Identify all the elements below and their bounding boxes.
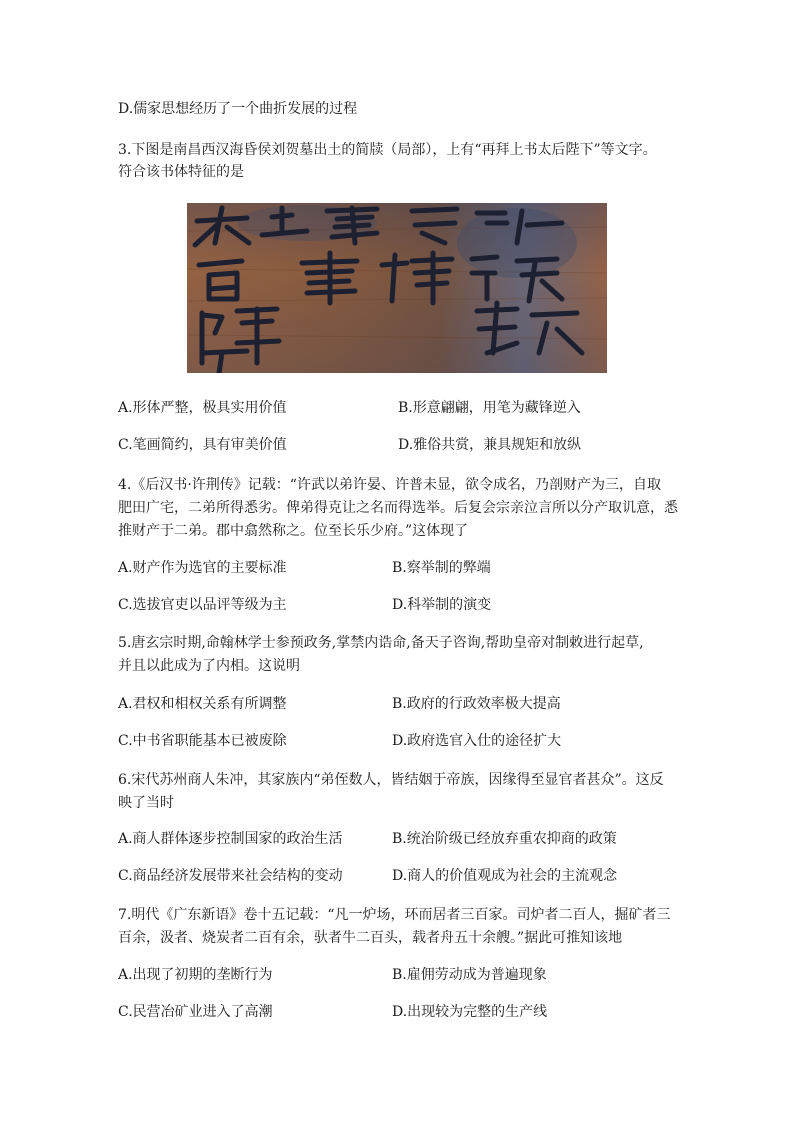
- q7-option-a: A.出现了初期的垄断行为: [118, 967, 273, 983]
- q6-option-c: C.商品经济发展带来社会结构的变动: [118, 868, 343, 884]
- q3-stem-line2: 符合该书体特征的是: [118, 164, 244, 180]
- q5-option-c: C.中书省职能基本已被废除: [118, 733, 287, 749]
- q4-option-b: B.察举制的弊端: [392, 560, 491, 576]
- q6-stem-line2: 映了当时: [118, 795, 174, 811]
- q5-option-a: A.君权和相权关系有所调整: [118, 696, 287, 712]
- q4-option-a: A.财产作为选官的主要标准: [118, 560, 287, 576]
- bamboo-slip-image: [187, 203, 607, 373]
- q7-option-b: B.雇佣劳动成为普遍现象: [392, 967, 547, 983]
- q7-option-d: D.出现较为完整的生产线: [392, 1004, 548, 1020]
- q3-option-a: A.形体严整，极具实用价值: [118, 400, 287, 416]
- q4-stem-line3: 推财产于二弟。郡中翕然称之。位至长乐少府。”这体现了: [118, 523, 469, 539]
- q3-option-d: D.雅俗共赏，兼具规矩和放纵: [398, 437, 582, 453]
- q4-option-c: C.选拔官吏以品评等级为主: [118, 597, 287, 613]
- q4-option-d: D.科举制的演变: [392, 597, 492, 613]
- q7-option-c: C.民营冶矿业进入了高潮: [118, 1004, 273, 1020]
- q5-stem-line1: 5.唐玄宗时期,命翰林学士参预政务,掌禁内诰命,备天子咨询,帮助皇帝对制敕进行起草,: [118, 635, 644, 651]
- q4-stem-line2: 肥田广宅，二弟所得悉劣。俾弟得克让之名而得选举。后复会宗亲泣言所以分产取讥意，悉: [118, 500, 678, 516]
- q7-stem-line2: 百余，汲者、烧炭者二百有余，驮者牛二百头，载者舟五十余艘。”据此可推知该地: [118, 930, 623, 946]
- q5-option-d: D.政府选官入仕的途径扩大: [392, 733, 562, 749]
- q2-option-d: D.儒家思想经历了一个曲折发展的过程: [118, 101, 358, 117]
- q3-stem-line1: 3.下图是南昌西汉海昏侯刘贺墓出土的简牍（局部），上有“再拜上书太后陛下”等文字。: [118, 142, 657, 158]
- q6-option-b: B.统治阶级已经放弃重农抑商的政策: [392, 831, 617, 847]
- q6-option-a: A.商人群体逐步控制国家的政治生活: [118, 831, 343, 847]
- q3-option-b: B.形意翩翩，用笔为藏锋逆入: [398, 400, 581, 416]
- q6-stem-line1: 6.宋代苏州商人朱冲，其家族内“弟侄数人，皆结姻于帝族，因缘得至显官者甚众”。这反: [118, 772, 664, 788]
- q4-stem-line1: 4.《后汉书·许荆传》记载：“许武以弟许晏、许普未显，欲令成名，乃剖财产为三，自取: [118, 477, 661, 493]
- q6-option-d: D.商人的价值观成为社会的主流观念: [392, 868, 618, 884]
- q5-stem-line2: 并且以此成为了内相。这说明: [118, 658, 300, 674]
- q3-option-c: C.笔画简约，具有审美价值: [118, 437, 287, 453]
- q5-option-b: B.政府的行政效率极大提高: [392, 696, 561, 712]
- q7-stem-line1: 7.明代《广东新语》卷十五记载：“凡一炉场，环而居者三百家。司炉者二百人，掘矿者三: [118, 907, 671, 923]
